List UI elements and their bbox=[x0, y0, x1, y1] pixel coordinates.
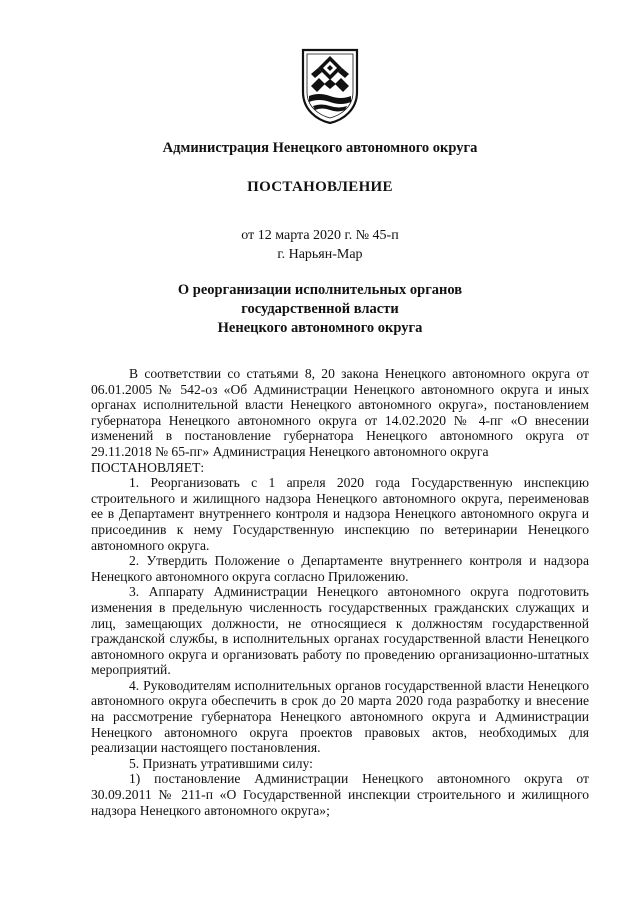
item-3-paragraph: 3. Аппарату Администрации Ненецкого автономного округа подготовить изменения в предельную численность государственных гражданских служащих и лиц, замещающих должности, не относящиеся к должностям государственной гражданской службы, в исполнительных органах государственной власти Ненецкого автономного округа и организовать работу по проведению организационно-штатных мероприятий. bbox=[91, 584, 589, 678]
preamble-paragraph: В соответствии со статьями 8, 20 закона Ненецкого автономного округа от 06.01.2005 № 542-оз «Об Администрации Ненецкого автономного округа и иных органах исполнительной власти Ненецкого автономного округа», постановлением губернатора Ненецкого автономного округа от 14.02.2020 № 4-пг «О внесении изменений в постановление губернатора Ненецкого автономного округа от 29.11.2018 № 65-пг» Администрация Ненецкого автономного округа bbox=[91, 366, 589, 459]
title-line-2: государственной власти bbox=[241, 301, 399, 317]
document-type: ПОСТАНОВЛЕНИЕ bbox=[247, 179, 393, 195]
title-line-3: Ненецкого автономного округа bbox=[217, 320, 423, 336]
document-body bbox=[91, 366, 589, 818]
document-meta bbox=[0, 226, 640, 264]
coat-of-arms-icon bbox=[301, 48, 359, 124]
document-city: г. Нарьян-Мар bbox=[277, 247, 363, 262]
decree-word: ПОСТАНОВЛЯЕТ: bbox=[91, 459, 205, 475]
item-5-paragraph: 5. Признать утратившими силу: bbox=[129, 755, 313, 771]
document-date-number: от 12 марта 2020 г. № 45-п bbox=[241, 228, 399, 243]
organization-name: Администрация Ненецкого автономного округа bbox=[162, 140, 478, 156]
document-title bbox=[0, 281, 640, 338]
title-line-1: О реорганизации исполнительных органов bbox=[177, 282, 463, 298]
item-4-paragraph: 4. Руководителям исполнительных органов государственной власти Ненецкого автономного округа обеспечить в срок до 20 марта 2020 года разработку и внесение на рассмотрение губернатора Ненецкого автономного округа и Администрации Ненецкого автономного округа проектов правовых актов, необходимых для реализации настоящего постановления. bbox=[91, 677, 589, 756]
item-1-paragraph: 1. Реорганизовать с 1 апреля 2020 года Государственную инспекцию строительного и жилищного надзора Ненецкого автономного округа, переименовав ее в Департамент внутреннего контроля и надзора Ненецкого автономного округа и присоединив к нему Государственную инспекцию по ветеринарии Ненецкого автономного округа. bbox=[91, 475, 589, 553]
item-2-paragraph: 2. Утвердить Положение о Департаменте внутреннего контроля и надзора Ненецкого автономного округа согласно Приложению. bbox=[91, 553, 589, 584]
item-5-1-paragraph: 1) постановление Администрации Ненецкого автономного округа от 30.09.2011 № 211-п «О Государственной инспекции строительного и жилищного надзора Ненецкого автономного округа»; bbox=[91, 771, 589, 818]
